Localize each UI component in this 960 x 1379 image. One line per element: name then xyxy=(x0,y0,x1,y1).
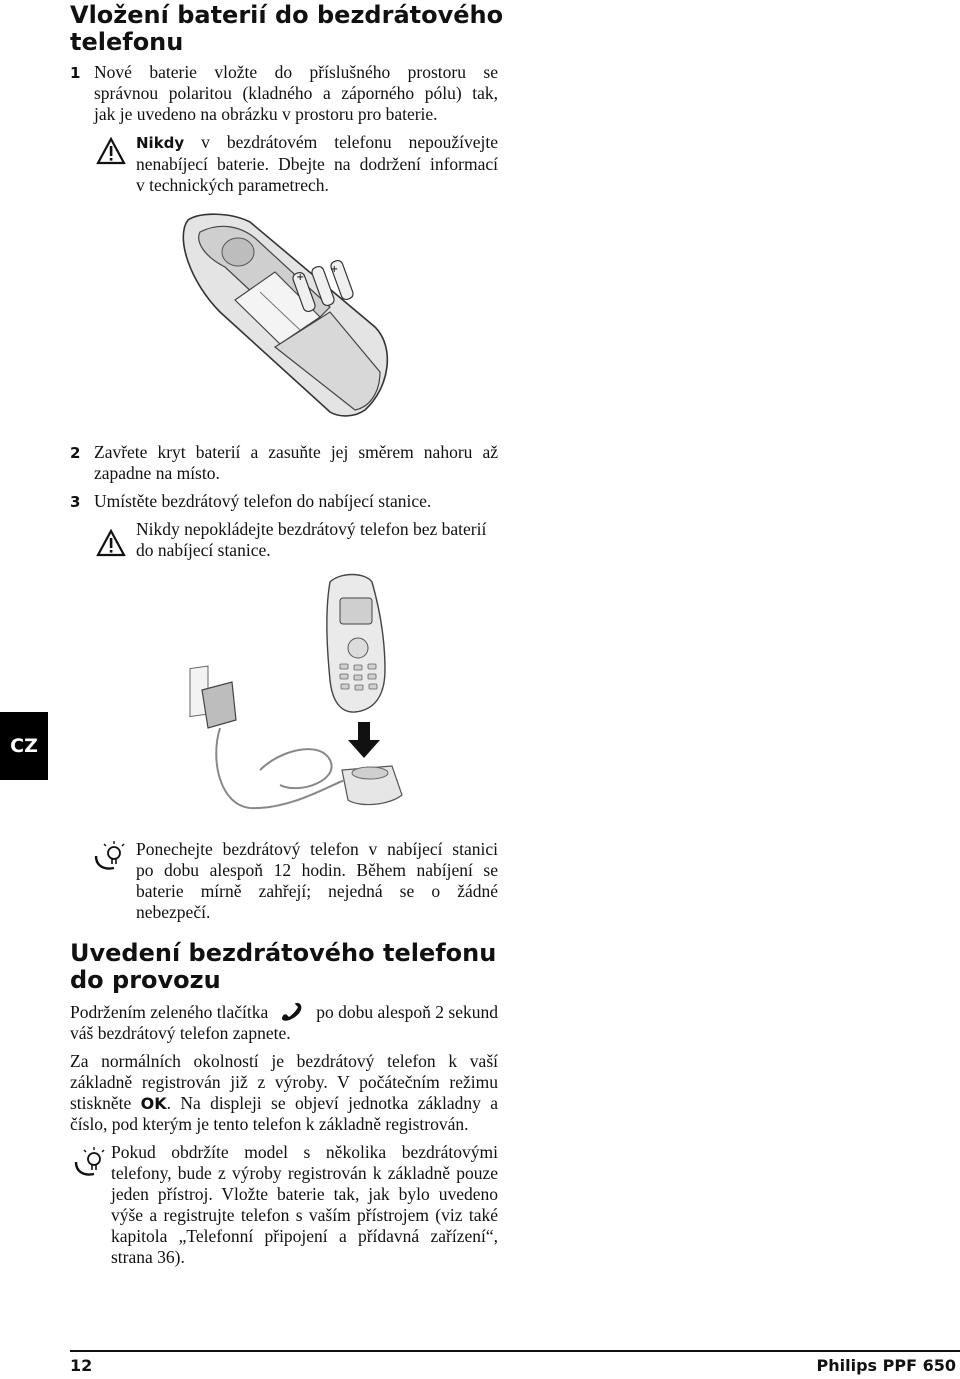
step-number: 1 xyxy=(70,64,81,82)
step-1-text xyxy=(94,62,498,125)
text-line: nebezpečí. xyxy=(136,902,211,922)
text-line: jak je uvedeno na obrázku v prostoru pro baterie. xyxy=(94,104,438,124)
lightbulb-tip-icon xyxy=(92,838,126,872)
warning-triangle-icon xyxy=(96,529,126,557)
text-line: baterie mírně zahřejí; nejedná se o žádné xyxy=(136,881,498,901)
warning-bold-word: Nikdy xyxy=(136,134,185,152)
text-line: strana 36). xyxy=(111,1247,185,1267)
page-number: 12 xyxy=(70,1356,93,1375)
text-line: v technických parametrech. xyxy=(136,175,329,195)
svg-text:+: + xyxy=(330,264,339,275)
step-3-text: Umístěte bezdrátový telefon do nabíjecí stanice. xyxy=(94,491,432,511)
title-line: Vložení baterií do bezdrátového xyxy=(70,1,504,29)
text-line xyxy=(136,132,498,154)
text-line: správnou polaritou (kladného a záporného pólu) tak, xyxy=(94,83,498,103)
text-line xyxy=(70,1002,498,1023)
step-number: 2 xyxy=(70,444,81,462)
text-line: Zavřete kryt baterií a zasuňte jej směrem nahoru až xyxy=(94,442,498,462)
step-2-text xyxy=(94,442,498,484)
warning-triangle-icon xyxy=(96,137,126,165)
step-number: 3 xyxy=(70,493,81,511)
text-line: Nikdy nepokládejte bezdrátový telefon bez baterií xyxy=(136,519,487,539)
text-span: Podržením zeleného tlačítka xyxy=(70,1002,269,1022)
text-line: kapitola „Telefonní připojení a přídavná zařízení“, xyxy=(111,1226,498,1246)
section-title-battery xyxy=(70,2,503,56)
warning-1-text xyxy=(136,132,498,196)
tip-2-text xyxy=(111,1142,498,1268)
battery-insertion-illustration xyxy=(180,212,410,422)
green-call-key-icon xyxy=(279,1003,305,1023)
text-line: Ponechejte bezdrátový telefon v nabíjecí stanici xyxy=(136,839,498,859)
lightbulb-tip-icon xyxy=(72,1144,106,1178)
text-span: . Na displeji se objeví jednotka základny a xyxy=(166,1093,498,1113)
text-line: jeden přístroj. Vložte baterie tak, jak bylo uvedeno xyxy=(111,1184,498,1204)
text-line: Pokud obdržíte model s několika bezdrátovými xyxy=(111,1142,498,1162)
product-name: Philips PPF 650 xyxy=(816,1356,956,1375)
text-line: váš bezdrátový telefon zapnete. xyxy=(70,1023,291,1043)
title-line: do provozu xyxy=(70,966,221,994)
tip-1-text xyxy=(136,839,498,923)
text-line: telefony, bude z výroby registrován k základně pouze xyxy=(111,1163,498,1183)
text-line xyxy=(70,1093,498,1114)
power-on-paragraph xyxy=(70,1002,498,1044)
title-line: telefonu xyxy=(70,28,184,56)
title-line: Uvedení bezdrátového telefonu xyxy=(70,939,497,967)
text-line: zapadne na místo. xyxy=(94,463,220,483)
warning-2-text xyxy=(136,519,498,561)
text-line: po dobu alespoň 12 hodin. Během nabíjení se xyxy=(136,860,498,880)
svg-text:+: + xyxy=(296,272,305,283)
text-line: číslo, pod kterým je tento telefon k základně registrován. xyxy=(70,1114,469,1134)
text-line: Nové baterie vložte do příslušného prostoru se xyxy=(94,62,498,82)
text-line: základně registrován již z výroby. V počátečním režimu xyxy=(70,1072,498,1092)
text-span: po dobu alespoň 2 sekund xyxy=(316,1002,498,1022)
charger-placement-illustration xyxy=(180,570,420,815)
text-line: Za normálních okolností je bezdrátový telefon k vaší xyxy=(70,1051,498,1071)
registration-paragraph xyxy=(70,1051,498,1135)
language-tab: CZ xyxy=(0,712,48,780)
footer-rule xyxy=(70,1350,960,1352)
text-line: do nabíjecí stanice. xyxy=(136,540,271,560)
text-span: v bezdrátovém telefonu nepoužívejte xyxy=(184,132,498,152)
ok-key-label: OK xyxy=(140,1094,167,1113)
text-line: nenabíjecí baterie. Dbejte na dodržení informací xyxy=(136,154,498,174)
text-line: výše a registrujte telefon s vaším přístrojem (viz také xyxy=(111,1205,498,1225)
text-span: stiskněte xyxy=(70,1093,132,1113)
section-title-operation xyxy=(70,940,496,994)
